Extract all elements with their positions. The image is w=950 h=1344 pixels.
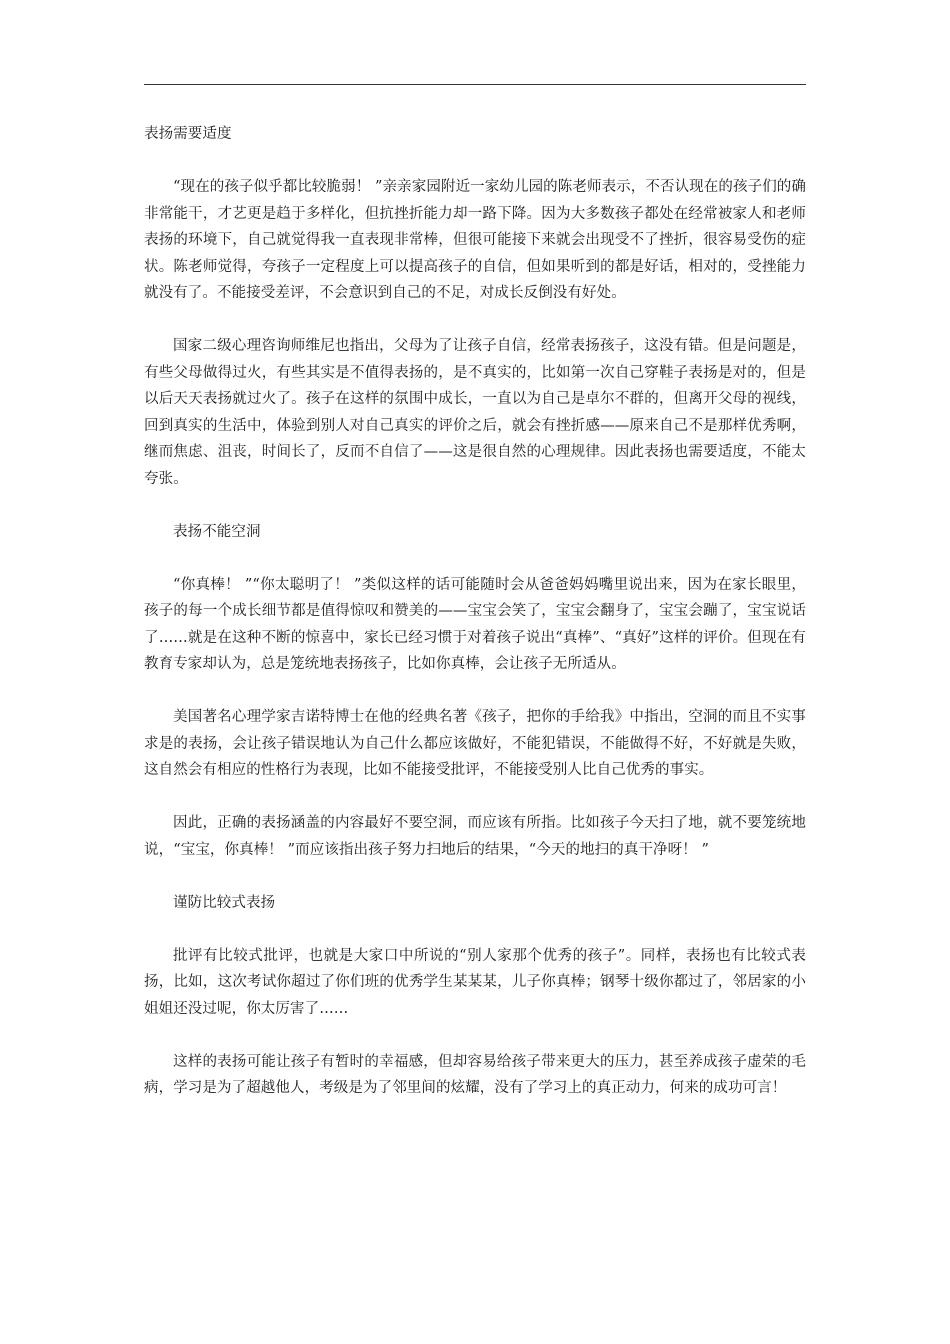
paragraph: 批评有比较式批评，也就是大家口中所说的“别人家那个优秀的孩子”。同样，表扬也有比较式表扬，比如，这次考试你超过了你们班的优秀学生某某某，儿子你真棒；钢琴十级你都过了，邻居家的小姐姐还没过呢，你太厉害了……	[144, 947, 806, 1017]
paragraph: 国家二级心理咨询师维尼也指出，父母为了让孩子自信，经常表扬孩子，这没有错。但是问题是，有些父母做得过火，有些其实是不值得表扬的，是不真实的，比如第一次自己穿鞋子表扬是对的，但是以后天天表扬就过火了。孩子在这样的氛围中成长，一直以为自己是卓尔不群的，但离开父母的视线，回到真实的生活中，体验到别人对自己真实的评价之后，就会有挫折感——原来自己不是那样优秀啊，继而焦虑、沮丧，时间长了，反而不自信了——这是很自然的心理规律。因此表扬也需要适度，不能太夸张。	[144, 338, 806, 487]
paragraph: 美国著名心理学家吉诺特博士在他的经典名著《孩子，把你的手给我》中指出，空洞的而且不实事求是的表扬，会让孩子错误地认为自己什么都应该做好，不能犯错误，不能做得不好，不好就是失败，这自然会有相应的性格行为表现，比如不能接受批评，不能接受别人比自己优秀的事实。	[144, 709, 806, 778]
paragraph: 这样的表扬可能让孩子有暂时的幸福感，但却容易给孩子带来更大的压力，甚至养成孩子虚荣的毛病，学习是为了超越他人，考级是为了邻里间的炫耀，没有了学习上的真正动力，何来的成功可言！	[144, 1053, 806, 1096]
section-praise-moderation	[144, 121, 806, 492]
paragraph: “现在的孩子似乎都比较脆弱！ ”亲亲家园附近一家幼儿园的陈老师表示，不否认现在的孩子们的确非常能干，才艺更是趋于多样化，但抗挫折能力却一路下降。因为大多数孩子都处在经常被家人和老师表扬的环境下，自己就觉得我一直表现非常棒，但很可能接下来就会出现受不了挫折，很容易受伤的症状。陈老师觉得，夸孩子一定程度上可以提高孩子的自信，但如果听到的都是好话，相对的，受挫能力就没有了。不能接受差评，不会意识到自己的不足，对成长反倒没有好处。	[144, 179, 806, 301]
section-heading: 谨防比较式表扬	[173, 894, 276, 911]
header-rule	[144, 84, 806, 85]
paragraph: “你真棒！ ”“你太聪明了！ ”类似这样的话可能随时会从爸爸妈妈嘴里说出来，因为在家长眼里，孩子的每一个成长细节都是值得惊叹和赞美的——宝宝会笑了，宝宝会翻身了，宝宝会蹦了，宝宝说话了……就是在这种不断的惊喜中，家长已经习惯于对着孩子说出“真棒”、“真好”这样的评价。但现在有教育专家却认为，总是笼统地表扬孩子，比如你真棒，会让孩子无所适从。	[144, 576, 806, 672]
section-heading: 表扬不能空洞	[173, 523, 261, 540]
section-praise-not-empty	[144, 519, 806, 864]
document-body	[144, 121, 806, 1128]
paragraph: 因此，正确的表扬涵盖的内容最好不要空洞，而应该有所指。比如孩子今天扫了地，就不要笼统地说，“宝宝，你真棒！ ”而应该指出孩子努力扫地后的结果，“今天的地扫的真干净呀！ ”	[144, 815, 806, 858]
section-comparative-praise	[144, 890, 806, 1102]
section-heading: 表扬需要适度	[144, 126, 232, 142]
